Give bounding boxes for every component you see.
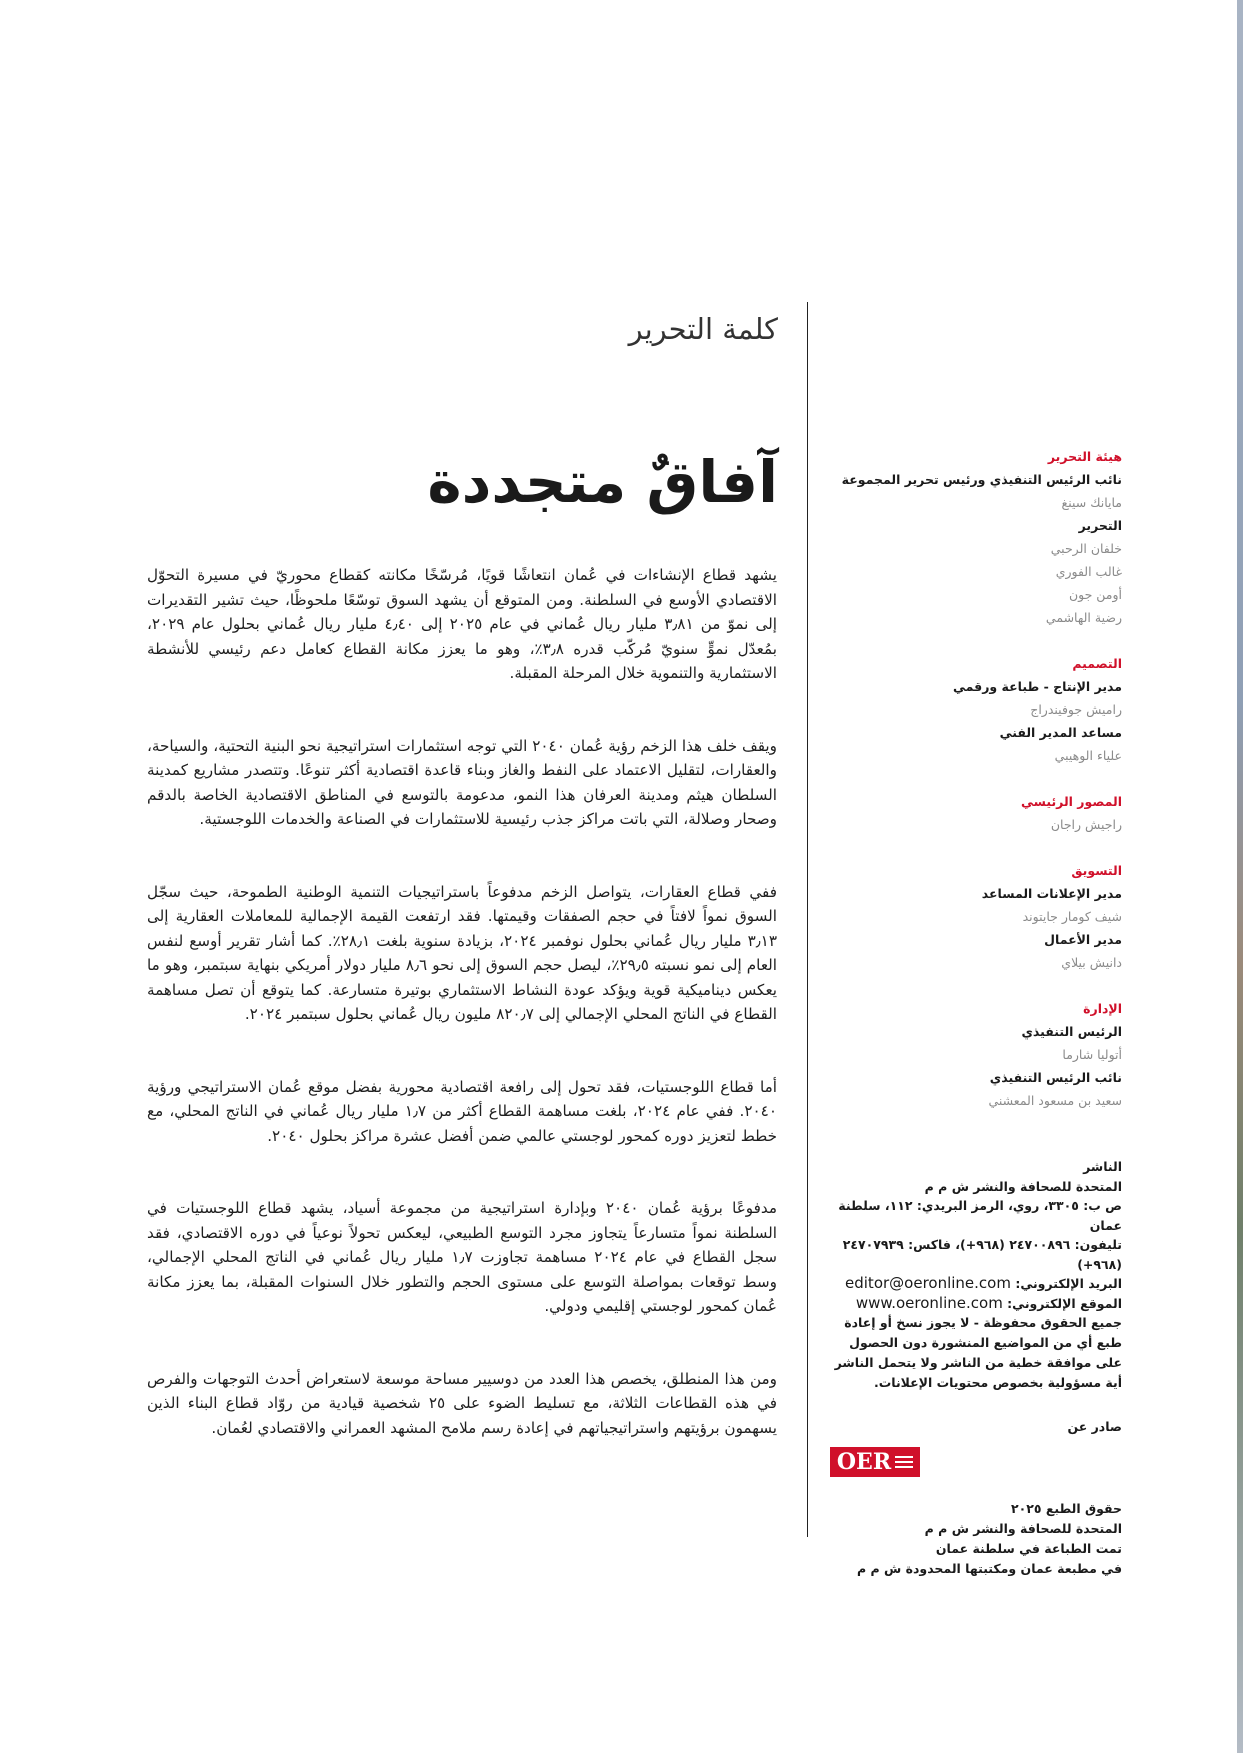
publisher-block (830, 1157, 1122, 1393)
article-paragraph: أما قطاع اللوجستيات، فقد تحول إلى رافعة اقتصادية محورية بفضل موقع عُمان الاستراتيجي ورؤية ٢٠٤٠. ففي عام ٢٠٢٤، بلغت مساهمة القطاع أكثر من ١٫٧ مليار ريال عُماني في الناتج المحلي، مع خطط لتعزيز دوره كمحور لوجستي عالمي ضمن أفضل عشرة مراكز بحلول ٢٠٤٠. (147, 1077, 777, 1145)
person-name: رضية الهاشمي (1045, 610, 1122, 625)
person-name: غالب الفوري (1055, 564, 1122, 579)
person-name: خلفان الرحبي (1050, 541, 1122, 556)
column-divider (807, 302, 808, 1537)
publisher-title: الناشر (1083, 1159, 1122, 1174)
email-link[interactable]: editor@oeronline.com (845, 1274, 1011, 1292)
publisher-name: المتحدة للصحافة والنشر ش م م (924, 1178, 1122, 1194)
page-edge-strip (1237, 0, 1243, 1753)
group-heading: التصميم (1072, 656, 1122, 671)
role-title: الرئيس التنفيذي (1021, 1024, 1122, 1039)
email-label: البريد الإلكتروني: (1015, 1276, 1122, 1291)
publisher-phone: تليفون: ٢٤٧٠٠٨٩٦ (٩٦٨+)، فاكس: ٢٤٧٠٧٩٣٩ (٩٦٨+) (842, 1237, 1122, 1272)
article-paragraph: ويقف خلف هذا الزخم رؤية عُمان ٢٠٤٠ التي توجه استثمارات استراتيجية نحو البنية التحتية، والسياحة، والعقارات، لتقليل الاعتماد على النفط والغاز وبناء قاعدة اقتصادية أكثر تنوعًا. وتتصدر مشاريع كمدينة السلطان هيثم ومدينة العرفان هذا النمو، مدعومة بالتوسع في المناطق الاقتصادية الخاصة بالدقم وصحار وصلالة، التي باتت مراكز جذب رئيسية للاستثمارات في الصناعة والخدمات اللوجستية. (147, 736, 777, 828)
person-name: دانيش بيلاي (1061, 955, 1122, 970)
group-heading: هيئة التحرير (1047, 449, 1122, 464)
design-group (830, 653, 1122, 767)
person-name: أومن جون (1068, 587, 1122, 602)
person-name: سعيد بن مسعود المعشني (988, 1093, 1122, 1108)
article-paragraph: يشهد قطاع الإنشاءات في عُمان انتعاشًا قويًا، مُرسّخًا مكانته كقطاع محوريّ في مسيرة التحوّل الاقتصادي الأوسع في السلطنة. ومن المتوقع أن يشهد السوق توسّعًا ملحوظًا، حيث تشير التقديرات إلى نموّ من ٣٫٨١ مليار ريال عُماني في عام ٢٠٢٥ إلى ٤٫٤٠ مليار ريال عُماني بحلول عام ٢٠٢٩، بمُعدّل نموٍّ سنويّ مُركّب قدره ٣٫٨٪، وهو ما يعزز مكانة القطاع كعامل دعم رئيسي للأنشطة الاستثمارية والتنموية خلال المرحلة المقبلة. (147, 566, 777, 682)
oer-logo (830, 1447, 920, 1477)
copyright-line: تمت الطباعة في سلطنة عمان (935, 1541, 1122, 1556)
role-title: مساعد المدير الفني (999, 725, 1122, 740)
photography-group (830, 791, 1122, 836)
masthead-sidebar (830, 446, 1122, 1579)
logo-lines-icon (895, 1456, 913, 1468)
article-paragraph: ومن هذا المنطلق، يخصص هذا العدد من دوسيير مساحة موسعة لاستعراض أحدث التوجهات والفرص في هذه القطاعات الثلاثة، مع تسليط الضوء على ٢٥ شخصية قيادية من روّاد قطاع البناء الذين يسهمون برؤيتهم واستراتيجياتهم في إعادة رسم ملامح المشهد العمراني والاقتصادي لعُمان. (147, 1369, 777, 1437)
copyright-line: في مطبعة عمان ومكتبتها المحدودة ش م م (857, 1561, 1122, 1576)
group-heading: المصور الرئيسي (1021, 794, 1122, 809)
group-heading: التسويق (1071, 863, 1122, 878)
website-link[interactable]: www.oeronline.com (855, 1293, 1003, 1312)
section-label: كلمة التحرير (628, 312, 778, 346)
person-name: راميش جوفيندراج (1030, 702, 1122, 717)
copyright-line: المتحدة للصحافة والنشر ش م م (924, 1521, 1122, 1536)
marketing-group (830, 860, 1122, 974)
role-title: مدير الإعلانات المساعد (981, 886, 1122, 901)
publisher-address: ص ب: ٣٣٠٥، روي، الرمز البريدي: ١١٢، سلطنة عمان (838, 1198, 1122, 1233)
role-title: مدير الإنتاج - طباعة ورقمي (953, 679, 1122, 694)
person-name: علياء الوهيبي (1054, 748, 1122, 763)
group-heading: الإدارة (1083, 1001, 1122, 1016)
copyright-block (830, 1499, 1122, 1579)
role-title: مدير الأعمال (1044, 932, 1122, 947)
role-title: التحرير (1078, 518, 1122, 533)
person-name: مايانك سينغ (1061, 495, 1122, 510)
rights-notice: جميع الحقوق محفوظة - لا يجوز نسخ أو إعادة طبع أي من المواضيع المنشورة دون الحصول على موافقة خطية من الناشر ولا يتحمل الناشر أية مسؤولية بخصوص محتويات الإعلانات. (834, 1315, 1122, 1390)
article-paragraph: مدفوعًا برؤية عُمان ٢٠٤٠ وبإدارة استراتيجية من مجموعة أسياد، يشهد قطاع اللوجستيات في السلطنة نمواً متسارعاً يتجاوز مجرد التوسع الطبيعي، ليعكس تحولاً نوعياً في دوره الاقتصادي، فقد سجل القطاع في عام ٢٠٢٤ مساهمة تجاوزت ١٫٧ مليار ريال عُماني في الناتج المحلي الإجمالي، وسط توقعات بمواصلة التوسع على مستوى الحجم والتطور خلال السنوات المقبلة، بما يعزز مكانة عُمان كمحور لوجستي إقليمي ودولي. (147, 1199, 777, 1315)
logo-row (830, 1447, 1122, 1477)
website-label: الموقع الإلكتروني: (1007, 1295, 1122, 1311)
role-title: نائب الرئيس التنفيذي (989, 1070, 1122, 1085)
role-title: نائب الرئيس التنفيذي ورئيس تحرير المجموعة (841, 472, 1122, 487)
person-name: أتوليا شارما (1062, 1047, 1122, 1062)
headline: آفاقٌ متجددة (427, 448, 778, 516)
email-row (830, 1274, 1122, 1294)
article-paragraph: ففي قطاع العقارات، يتواصل الزخم مدفوعاً باستراتيجيات التنمية الوطنية الطموحة، حيث سجّل السوق نمواً لافتاً في حجم الصفقات وقيمتها. فقد ارتفعت القيمة الإجمالية للمعاملات العقارية إلى ٣٫١٣ مليار ريال عُماني بحلول نوفمبر ٢٠٢٤، بزيادة سنوية بلغت ٢٨٫١٪. كما أشار تقرير أوسع لنفس العام إلى نمو نسبته ٢٩٫٥٪، ليصل حجم السوق إلى نحو ٨٫٦ مليار دولار أمريكي بنهاية سبتمبر، وهو ما يعكس ديناميكية قوية ويؤكد عودة النشاط الاستثماري بوتيرة متسارعة. كما يتوقع أن تصل مساهمة القطاع في الناتج المحلي الإجمالي إلى ٨٢٠٫٧ مليون ريال عُماني بحلول سبتمبر ٢٠٢٤. (147, 882, 777, 1023)
issued-by-label: صادر عن (1067, 1419, 1122, 1434)
editorial-board-group (830, 446, 1122, 629)
article-body (147, 563, 777, 1488)
person-name: راجيش راجان (1050, 817, 1122, 832)
copyright-line: حقوق الطبع ٢٠٢٥ (1010, 1501, 1122, 1516)
website-row (830, 1294, 1122, 1314)
logo-text: OER (836, 1449, 892, 1475)
person-name: شيف كومار جايتوند (1022, 909, 1122, 924)
management-group (830, 998, 1122, 1112)
